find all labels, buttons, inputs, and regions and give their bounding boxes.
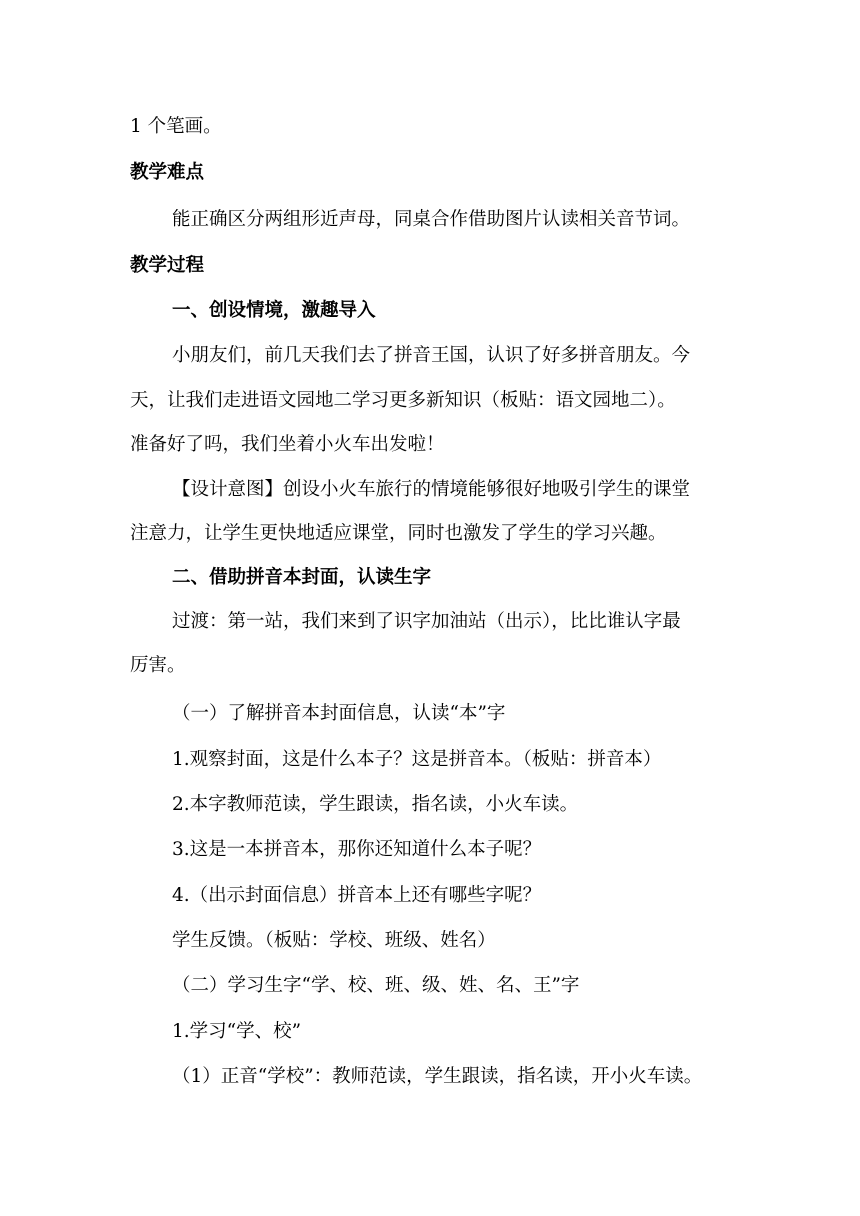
paragraph-line: 1.学习“学、校”	[172, 1021, 302, 1042]
section-heading: 教学难点	[130, 162, 205, 183]
subsection-heading: 一、创设情境，激趣导入	[172, 300, 376, 321]
paragraph-line: 【设计意图】创设小火车旅行的情境能够很好地吸引学生的课堂	[172, 479, 691, 500]
paragraph-line: 注意力，让学生更快地适应课堂，同时也激发了学生的学习兴趣。	[130, 523, 667, 544]
paragraph-line: 4.（出示封面信息）拼音本上还有哪些字呢？	[172, 885, 542, 906]
paragraph-line: （一）了解拼音本封面信息，认读“本”字	[172, 703, 506, 724]
text-line: 1 个笔画。	[130, 116, 222, 137]
paragraph-line: （1）正音“学校”：教师范读，学生跟读，指名读，开小火车读。	[172, 1066, 703, 1087]
paragraph-line: 小朋友们，前几天我们去了拼音王国，认识了好多拼音朋友。今	[172, 345, 691, 366]
paragraph-line: 2.本字教师范读，学生跟读，指名读，小火车读。	[172, 794, 579, 815]
section-heading: 教学过程	[130, 255, 205, 276]
paragraph-line: 厉害。	[130, 655, 186, 676]
subsection-heading: 二、借助拼音本封面，认读生字	[172, 567, 432, 588]
paragraph-line: 过渡：第一站，我们来到了识字加油站（出示），比比谁认字最	[172, 611, 681, 632]
paragraph-line: （二）学习生字“学、校、班、级、姓、名、王”字	[172, 975, 580, 996]
paragraph-line: 能正确区分两组形近声母，同桌合作借助图片认读相关音节词。	[172, 209, 691, 230]
paragraph-line: 1.观察封面，这是什么本子？这是拼音本。（板贴：拼音本）	[172, 749, 662, 770]
paragraph-line: 学生反馈。（板贴：学校、班级、姓名）	[172, 930, 496, 951]
paragraph-line: 3.这是一本拼音本，那你还知道什么本子呢？	[172, 839, 542, 860]
paragraph-line: 准备好了吗，我们坐着小火车出发啦！	[130, 434, 445, 455]
paragraph-line: 天，让我们走进语文园地二学习更多新知识（板贴：语文园地二）。	[130, 390, 676, 411]
